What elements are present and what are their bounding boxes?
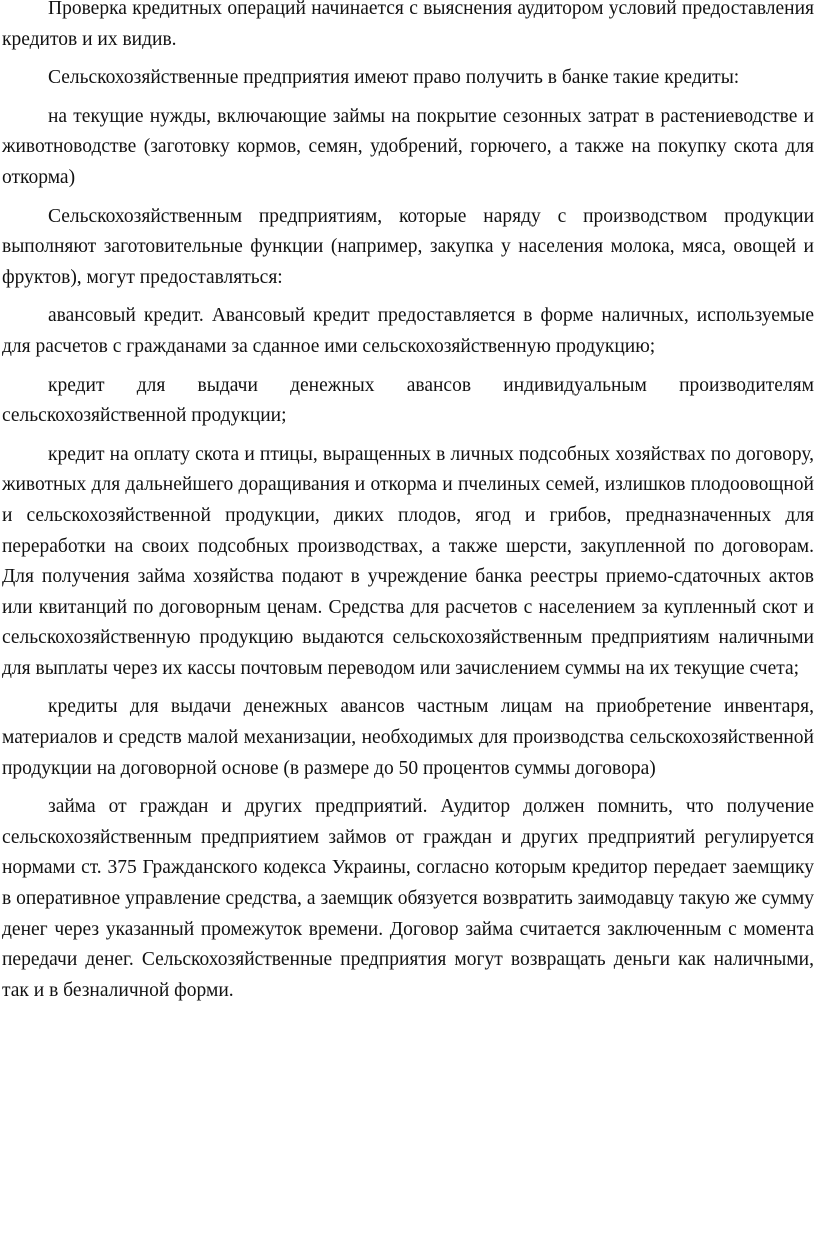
paragraph-current-needs-credit: на текущие нужды, включающие займы на покрытие сезонных затрат в растениеводстве и животноводстве (заготовку кормов, семян, удобрений, горючего, а также на покупку скота для откорма) [2,105,814,188]
paragraph-private-advances-credit: кредиты для выдачи денежных авансов частным лицам на приобретение инвентаря, материалов и средств малой механизации, необходимых для производства сельскохозяйственной продукции на договорной основе (в размере до 50 процентов суммы договора) [2,696,814,779]
paragraph-credit-audit-intro: Проверка кредитных операций начинается с выяснения аудитором условий предоставления кредитов и их видив. [2,0,814,50]
paragraph-procurement-enterprises: Сельскохозяйственным предприятиям, которые наряду с производством продукции выполняют заготовительные функции (например, закупка у населения молока, мяса, овощей и фруктов), могут предоставляться: [2,205,814,288]
paragraph-producer-advances-credit: кредит для выдачи денежных авансов индивидуальным производителям сельскохозяйственной продукции; [2,374,814,427]
paragraph-livestock-payment-credit: кредит на оплату скота и птицы, выращенных в личных подсобных хозяйствах по договору, животных для дальнейшего доращивания и откорма и пчелиных семей, излишков плодоовощной и сельскохозяйственной продукции, диких плодов, ягод и грибов, предназначенных для переработки на своих подсобных производствах, а также шерсти, закупленной по договорам. Для получения займа хозяйства подают в учреждение банка реестры приемо-сдаточных актов или квитанций по договорным ценам. Средства для расчетов с населением за купленный скот и сельскохозяйственную продукцию выдаются сельскохозяйственным предприятиям наличными для выплаты через их кассы почтовым переводом или зачислением суммы на их текущие счета; [2,443,814,679]
paragraph-credit-types-intro: Сельскохозяйственные предприятия имеют право получить в банке такие кредиты: [48,67,740,89]
paragraph-advance-credit: авансовый кредит. Авансовый кредит предоставляется в форме наличных, используемые для расчетов с гражданами за сданное ими сельскохозяйственную продукцию; [2,305,814,357]
paragraph-loans-from-citizens: займа от граждан и других предприятий. Аудитор должен помнить, что получение сельскохозяйственным предприятием займов от граждан и других предприятий регулируется нормами ст. 375 Гражданского кодекса Украины, согласно которым кредитор передает заемщику в оперативное управление средства, а заемщик обязуется возвратить заимодавцу такую же сумму денег через указанный промежуток времени. Договор займа считается заключенным с момента передачи денег. Сельскохозяйственные предприятия могут возвращать деньги как наличными, так и в безналичной форми. [2,796,814,1001]
